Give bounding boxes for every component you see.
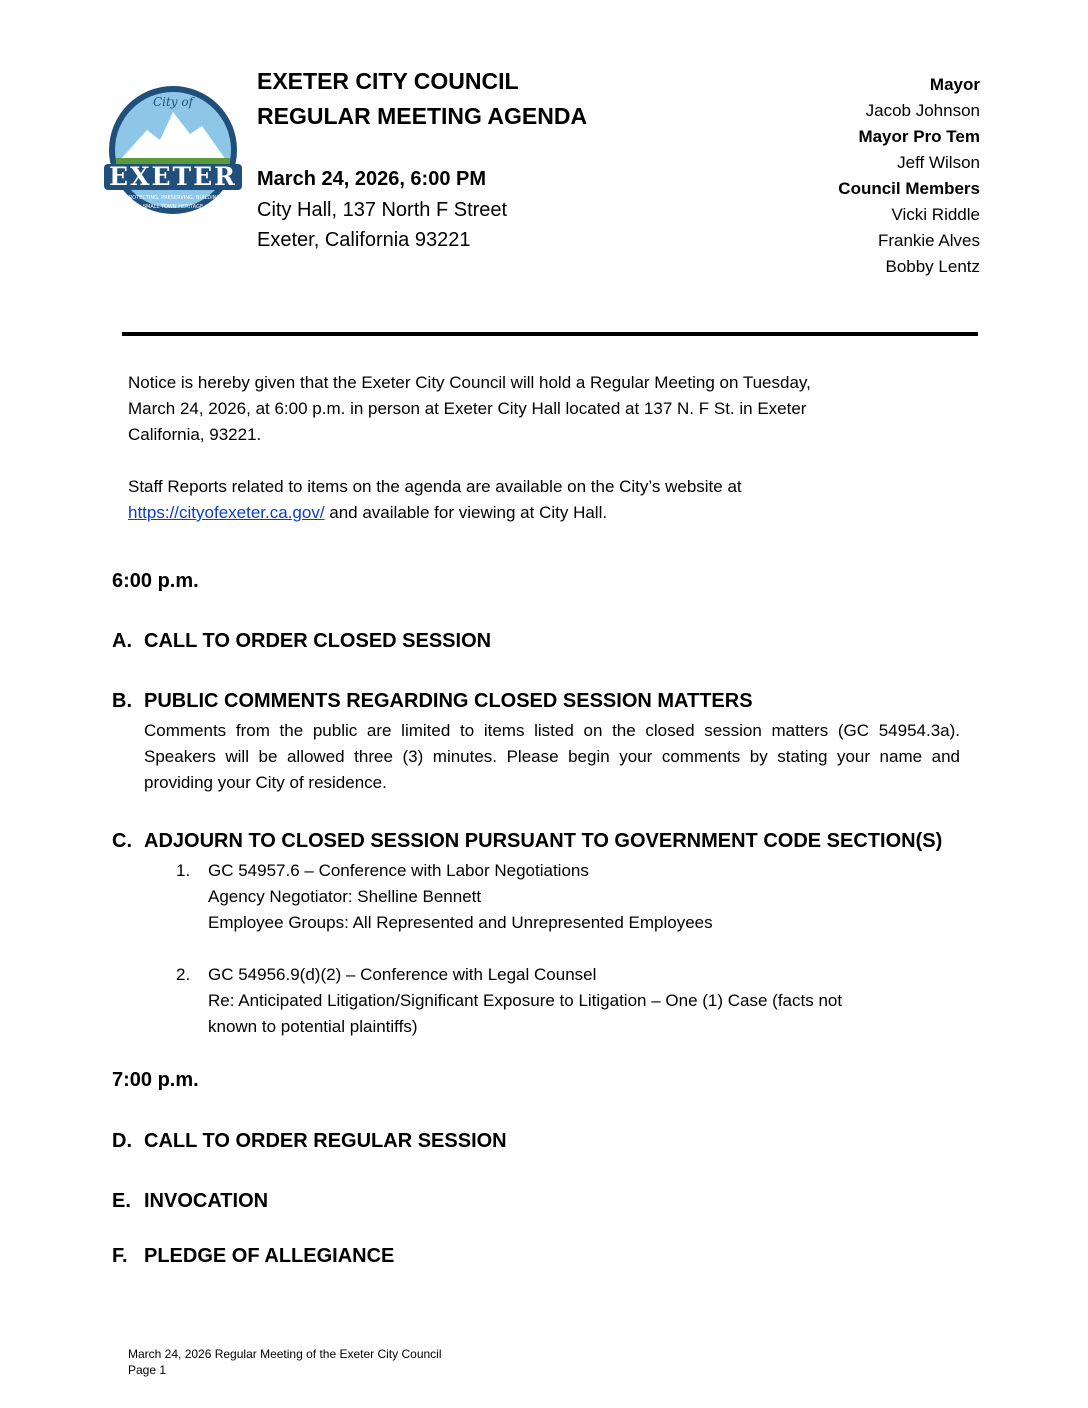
notice-line: California, 93221.	[128, 425, 262, 444]
section-b-body: Comments from the public are limited to items listed on the closed session matters (GC 54954.3a). Speakers will be allowed three (3) minutes. Please begin your comments by stating your name and providing your City of residence.	[144, 721, 960, 792]
page-title: EXETER CITY COUNCIL	[257, 68, 519, 94]
section-title: PLEDGE OF ALLEGIANCE	[144, 1245, 395, 1267]
section-letter: B.	[112, 690, 132, 712]
item-number: 2.	[176, 965, 191, 984]
section-letter: A.	[112, 630, 132, 652]
page-subtitle: REGULAR MEETING AGENDA	[257, 103, 588, 129]
item-text	[208, 962, 968, 1040]
city-website-link[interactable]: https://cityofexeter.ca.gov/	[128, 503, 325, 522]
item-number: 1.	[176, 861, 191, 880]
section-letter: F.	[112, 1245, 128, 1267]
member-name: Vicki Riddle	[891, 205, 980, 224]
time-heading-7pm: 7:00 p.m.	[112, 1069, 199, 1091]
section-d	[112, 1130, 507, 1153]
section-title: CALL TO ORDER REGULAR SESSION	[144, 1130, 507, 1152]
section-title: PUBLIC COMMENTS REGARDING CLOSED SESSION MATTERS	[144, 690, 753, 712]
address-line-2: Exeter, California 93221	[257, 229, 471, 251]
item-line: Employee Groups: All Represented and Unrepresented Employees	[208, 913, 713, 932]
section-title: CALL TO ORDER CLOSED SESSION	[144, 630, 492, 652]
section-b	[112, 690, 753, 713]
staff-reports-line: Staff Reports related to items on the agenda are available on the City’s website at	[128, 477, 742, 496]
item-line: GC 54957.6 – Conference with Labor Negotiations	[208, 861, 589, 880]
item-line: Re: Anticipated Litigation/Significant Exposure to Litigation – One (1) Case (facts not	[208, 991, 843, 1010]
section-f	[112, 1245, 394, 1268]
staff-reports-line-2	[128, 500, 928, 526]
section-letter: E.	[112, 1190, 131, 1212]
council-roster	[838, 72, 980, 280]
pro-tem-label: Mayor Pro Tem	[858, 127, 980, 146]
section-a	[112, 630, 491, 653]
meeting-address	[257, 195, 507, 255]
section-c	[112, 830, 942, 853]
item-line: GC 54956.9(d)(2) – Conference with Legal Counsel	[208, 965, 597, 984]
mayor-name: Jacob Johnson	[865, 101, 980, 120]
item-line: known to potential plaintiffs)	[208, 1017, 418, 1036]
meeting-date: March 24, 2026, 6:00 PM	[257, 168, 487, 190]
footer-title: March 24, 2026 Regular Meeting of the Exeter City Council	[128, 1347, 442, 1361]
notice-paragraph	[128, 370, 928, 448]
pro-tem-name: Jeff Wilson	[897, 153, 980, 172]
header-divider	[122, 332, 978, 336]
section-title: ADJOURN TO CLOSED SESSION PURSUANT TO GOVERNMENT CODE SECTION(S)	[144, 830, 943, 852]
section-e	[112, 1190, 268, 1213]
notice-line: Notice is hereby given that the Exeter City Council will hold a Regular Meeting on Tuesday,	[128, 373, 811, 392]
section-letter: C.	[112, 830, 132, 852]
members-label: Council Members	[838, 179, 980, 198]
mayor-label: Mayor	[929, 75, 980, 94]
seal-name: EXETER	[109, 162, 237, 191]
title-block	[257, 64, 587, 134]
seal-tagline: PROTECTING, PRESERVING, BUILDING	[125, 195, 221, 201]
section-title: INVOCATION	[144, 1190, 269, 1212]
seal-bottom-text: SMALL TOWN HERITAGE	[142, 204, 204, 210]
time-heading-6pm: 6:00 p.m.	[112, 570, 199, 592]
member-name: Frankie Alves	[877, 231, 980, 250]
seal-top-text: City of	[152, 95, 194, 109]
page-number: Page 1	[128, 1363, 167, 1377]
section-letter: D.	[112, 1130, 132, 1152]
address-line-1: City Hall, 137 North F Street	[257, 199, 508, 221]
staff-reports-paragraph	[128, 474, 928, 526]
member-name: Bobby Lentz	[885, 257, 980, 276]
city-seal-logo	[102, 82, 244, 222]
item-text	[208, 858, 968, 936]
notice-line: March 24, 2026, at 6:00 p.m. in person at Exeter City Hall located at 137 N. F St. in Exeter	[128, 399, 807, 418]
page-footer	[128, 1346, 442, 1378]
item-line: Agency Negotiator: Shelline Bennett	[208, 887, 482, 906]
staff-reports-tail: and available for viewing at City Hall.	[324, 503, 608, 522]
